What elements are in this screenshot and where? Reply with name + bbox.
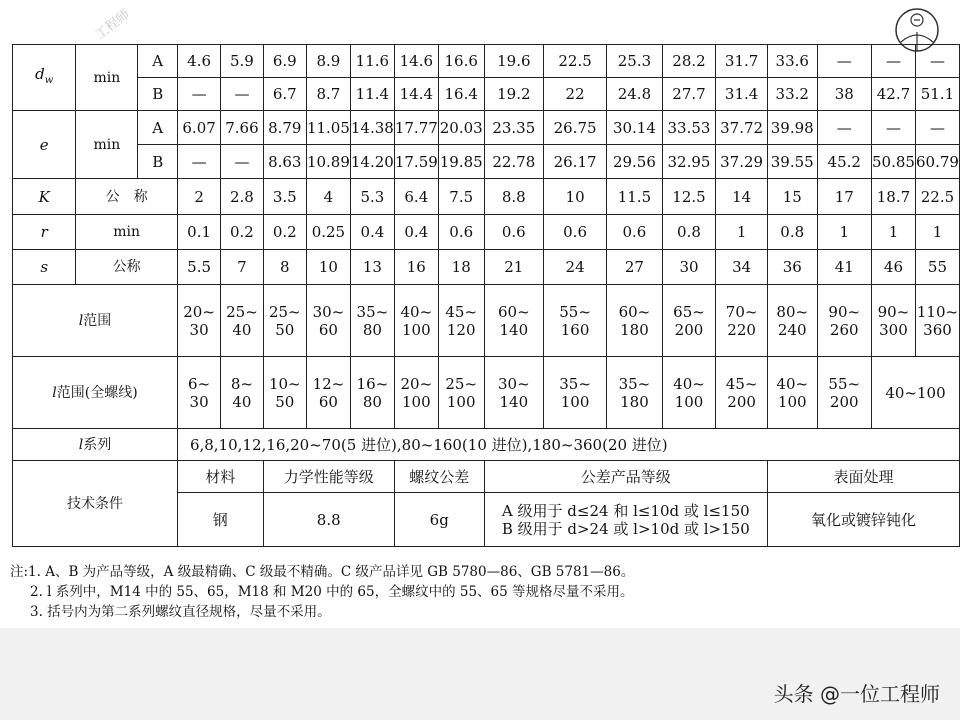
e-b-value: 26.17 — [543, 145, 606, 179]
r-value: 0.4 — [350, 215, 394, 250]
dw-a-value: 19.6 — [484, 45, 543, 78]
l-range-value: 25~ 40 — [221, 285, 263, 357]
bolt-dimension-table — [12, 44, 960, 547]
k-row — [13, 179, 960, 215]
dw-b-value: 51.1 — [915, 78, 959, 111]
s-value: 36 — [767, 250, 817, 285]
l-full-thread-value: 8~ 40 — [221, 357, 263, 429]
l-range-value: 90~ 260 — [817, 285, 871, 357]
r-value: 1 — [817, 215, 871, 250]
e-a-value: 8.79 — [263, 111, 306, 145]
e-a-value: 39.98 — [767, 111, 817, 145]
dw-a-value: 31.7 — [716, 45, 768, 78]
e-symbol: e — [13, 111, 76, 179]
dw-limit: min — [76, 45, 138, 111]
dw-a-value: 33.6 — [767, 45, 817, 78]
watermark-text: 工程师 — [92, 7, 133, 43]
grade-label: A — [138, 45, 177, 78]
s-value: 16 — [394, 250, 438, 285]
l-range-value: 65~ 200 — [662, 285, 716, 357]
l-full-thread-value: 40~ 100 — [767, 357, 817, 429]
dw-a-value: 4.6 — [177, 45, 220, 78]
e-b-value: 32.95 — [662, 145, 716, 179]
mechanical-grade-header: 力学性能等级 — [263, 461, 394, 493]
e-b-value: 19.85 — [438, 145, 484, 179]
s-value: 30 — [662, 250, 716, 285]
r-value: 0.6 — [484, 215, 543, 250]
l-series-label: l系列 — [13, 429, 178, 461]
e-b-value: 45.2 — [817, 145, 871, 179]
dw-b-value: 8.7 — [306, 78, 350, 111]
dw-a-value: 16.6 — [438, 45, 484, 78]
e-a-value: 11.05 — [306, 111, 350, 145]
l-range-value: 80~ 240 — [767, 285, 817, 357]
k-value: 14 — [716, 179, 768, 215]
grade-a-rule: A 级用于 d≤24 和 l≤10d 或 l≤150 — [501, 501, 750, 520]
e-a-value: — — [871, 111, 915, 145]
k-value: 3.5 — [263, 179, 306, 215]
l-range-value: 40~ 100 — [394, 285, 438, 357]
grade-label: B — [138, 145, 177, 179]
s-value: 8 — [263, 250, 306, 285]
mechanical-grade-value: 8.8 — [263, 493, 394, 547]
l-full-thread-value-merged: 40~100 — [871, 357, 959, 429]
k-value: 5.3 — [350, 179, 394, 215]
l-range-value: 60~ 180 — [607, 285, 663, 357]
k-value: 8.8 — [484, 179, 543, 215]
thread-tolerance-header: 螺纹公差 — [394, 461, 484, 493]
e-a-value: 26.75 — [543, 111, 606, 145]
l-full-thread-value: 10~ 50 — [263, 357, 306, 429]
k-symbol: K — [13, 179, 76, 215]
dw-b-value: — — [221, 78, 263, 111]
dw-b-value: 38 — [817, 78, 871, 111]
dw-b-value: 6.7 — [263, 78, 306, 111]
e-b-value: — — [221, 145, 263, 179]
s-value: 24 — [543, 250, 606, 285]
grade-label: A — [138, 111, 177, 145]
l-range-value: 25~ 50 — [263, 285, 306, 357]
r-value: 0.2 — [263, 215, 306, 250]
e-a-value: 6.07 — [177, 111, 220, 145]
e-b-value: 39.55 — [767, 145, 817, 179]
k-value: 12.5 — [662, 179, 716, 215]
s-symbol: s — [13, 250, 76, 285]
l-full-thread-value: 35~ 180 — [607, 357, 663, 429]
l-full-thread-value: 20~ 100 — [394, 357, 438, 429]
dw-a-value: 8.9 — [306, 45, 350, 78]
l-series-row — [13, 429, 960, 461]
s-value: 7 — [221, 250, 263, 285]
l-full-thread-value: 40~ 100 — [662, 357, 716, 429]
r-row — [13, 215, 960, 250]
e-a-value: 33.53 — [662, 111, 716, 145]
e-b-value: 29.56 — [607, 145, 663, 179]
l-range-value: 35~ 80 — [350, 285, 394, 357]
r-value: 1 — [915, 215, 959, 250]
r-value: 1 — [871, 215, 915, 250]
e-grade-a-row — [13, 111, 960, 145]
k-value: 22.5 — [915, 179, 959, 215]
e-b-value: 22.78 — [484, 145, 543, 179]
product-grade-header: 公差产品等级 — [484, 461, 767, 493]
l-series-value: 6,8,10,12,16,20~70(5 进位),80~160(10 进位),180~360(20 进位) — [177, 429, 959, 461]
dw-b-value: 14.4 — [394, 78, 438, 111]
s-value: 55 — [915, 250, 959, 285]
l-range-value: 55~ 160 — [543, 285, 606, 357]
l-full-thread-label: l范围(全螺线) — [13, 357, 178, 429]
l-range-value: 60~ 140 — [484, 285, 543, 357]
l-range-value: 90~ 300 — [871, 285, 915, 357]
r-value: 0.8 — [662, 215, 716, 250]
dw-a-value: 14.6 — [394, 45, 438, 78]
product-grade-value — [484, 493, 767, 547]
e-b-value: — — [177, 145, 220, 179]
r-value: 1 — [716, 215, 768, 250]
s-value: 27 — [607, 250, 663, 285]
table-notes — [10, 562, 634, 622]
e-b-value: 17.59 — [394, 145, 438, 179]
tech-label: 技术条件 — [13, 461, 178, 547]
r-value: 0.6 — [607, 215, 663, 250]
dw-b-value: 31.4 — [716, 78, 768, 111]
r-value: 0.25 — [306, 215, 350, 250]
k-value: 7.5 — [438, 179, 484, 215]
l-full-thread-value: 25~ 100 — [438, 357, 484, 429]
r-value: 0.6 — [438, 215, 484, 250]
l-range-value: 30~ 60 — [306, 285, 350, 357]
s-value: 46 — [871, 250, 915, 285]
dw-b-value: 22 — [543, 78, 606, 111]
e-a-value: — — [817, 111, 871, 145]
dw-b-value: 19.2 — [484, 78, 543, 111]
l-range-value: 70~ 220 — [716, 285, 768, 357]
dw-b-value: — — [177, 78, 220, 111]
dw-symbol: $d_w$ — [13, 45, 76, 111]
s-value: 18 — [438, 250, 484, 285]
footer-bar — [0, 628, 960, 720]
dw-a-value: — — [817, 45, 871, 78]
dw-a-value: 28.2 — [662, 45, 716, 78]
s-value: 34 — [716, 250, 768, 285]
r-value: 0.1 — [177, 215, 220, 250]
e-a-value: 37.72 — [716, 111, 768, 145]
dw-b-value: 33.2 — [767, 78, 817, 111]
s-value: 21 — [484, 250, 543, 285]
s-value: 5.5 — [177, 250, 220, 285]
s-value: 41 — [817, 250, 871, 285]
e-b-value: 60.79 — [915, 145, 959, 179]
r-value: 0.2 — [221, 215, 263, 250]
dw-grade-a-row — [13, 45, 960, 78]
dw-a-value: 5.9 — [221, 45, 263, 78]
dw-a-value: 25.3 — [607, 45, 663, 78]
l-range-row — [13, 285, 960, 357]
l-full-thread-value: 35~ 100 — [543, 357, 606, 429]
s-value: 13 — [350, 250, 394, 285]
thread-tolerance-value: 6g — [394, 493, 484, 547]
s-row — [13, 250, 960, 285]
e-b-value: 10.89 — [306, 145, 350, 179]
dw-b-value: 27.7 — [662, 78, 716, 111]
dw-a-value: 11.6 — [350, 45, 394, 78]
dw-b-value: 24.8 — [607, 78, 663, 111]
grade-label: B — [138, 78, 177, 111]
r-value: 0.8 — [767, 215, 817, 250]
r-symbol: r — [13, 215, 76, 250]
e-b-value: 8.63 — [263, 145, 306, 179]
r-value: 0.6 — [543, 215, 606, 250]
s-value: 10 — [306, 250, 350, 285]
r-value: 0.4 — [394, 215, 438, 250]
dw-b-value: 11.4 — [350, 78, 394, 111]
e-a-value: 23.35 — [484, 111, 543, 145]
l-full-thread-value: 12~ 60 — [306, 357, 350, 429]
l-range-value: 110~ 360 — [915, 285, 959, 357]
l-full-thread-value: 30~ 140 — [484, 357, 543, 429]
e-b-value: 50.85 — [871, 145, 915, 179]
dw-a-value: — — [915, 45, 959, 78]
k-label: 公 称 — [76, 179, 178, 215]
dw-b-value: 16.4 — [438, 78, 484, 111]
r-label: min — [76, 215, 178, 250]
k-value: 2 — [177, 179, 220, 215]
note-1: 注:1. A、B 为产品等级，A 级最精确、C 级最不精确。C 级产品详见 GB 5780—86、GB 5781—86。 — [10, 564, 635, 580]
k-value: 15 — [767, 179, 817, 215]
tech-header-row — [13, 461, 960, 493]
k-value: 6.4 — [394, 179, 438, 215]
l-full-thread-row — [13, 357, 960, 429]
author-credit: 头条 @一位工程师 — [773, 682, 940, 706]
surface-treatment-header: 表面处理 — [767, 461, 959, 493]
k-value: 18.7 — [871, 179, 915, 215]
k-value: 2.8 — [221, 179, 263, 215]
dw-grade-b-row — [13, 78, 960, 111]
e-grade-b-row — [13, 145, 960, 179]
l-full-thread-value: 55~ 200 — [817, 357, 871, 429]
e-a-value: 30.14 — [607, 111, 663, 145]
note-2: 2. l 系列中，M14 中的 55、65，M18 和 M20 中的 65，全螺纹中的 55、65 等规格尽量不采用。 — [30, 584, 634, 600]
k-value: 11.5 — [607, 179, 663, 215]
l-range-label: l范围 — [13, 285, 178, 357]
e-a-value: 7.66 — [221, 111, 263, 145]
l-range-value: 20~ 30 — [177, 285, 220, 357]
e-b-value: 37.29 — [716, 145, 768, 179]
e-a-value: 17.77 — [394, 111, 438, 145]
e-a-value: 20.03 — [438, 111, 484, 145]
l-full-thread-value: 16~ 80 — [350, 357, 394, 429]
e-a-value: — — [915, 111, 959, 145]
dw-b-value: 42.7 — [871, 78, 915, 111]
k-value: 4 — [306, 179, 350, 215]
l-full-thread-value: 6~ 30 — [177, 357, 220, 429]
material-header: 材料 — [177, 461, 263, 493]
dw-a-value: 22.5 — [543, 45, 606, 78]
l-range-value: 45~ 120 — [438, 285, 484, 357]
material-value: 钢 — [177, 493, 263, 547]
dw-a-value: — — [871, 45, 915, 78]
e-b-value: 14.20 — [350, 145, 394, 179]
note-3: 3. 括号内为第二系列螺纹直径规格，尽量不采用。 — [30, 604, 331, 620]
l-full-thread-value: 45~ 200 — [716, 357, 768, 429]
s-label: 公称 — [76, 250, 178, 285]
e-a-value: 14.38 — [350, 111, 394, 145]
k-value: 10 — [543, 179, 606, 215]
e-limit: min — [76, 111, 138, 179]
dw-a-value: 6.9 — [263, 45, 306, 78]
k-value: 17 — [817, 179, 871, 215]
grade-b-rule: B 级用于 d>24 或 l>10d 或 l>150 — [501, 519, 750, 538]
surface-treatment-value: 氧化或镀锌钝化 — [767, 493, 959, 547]
